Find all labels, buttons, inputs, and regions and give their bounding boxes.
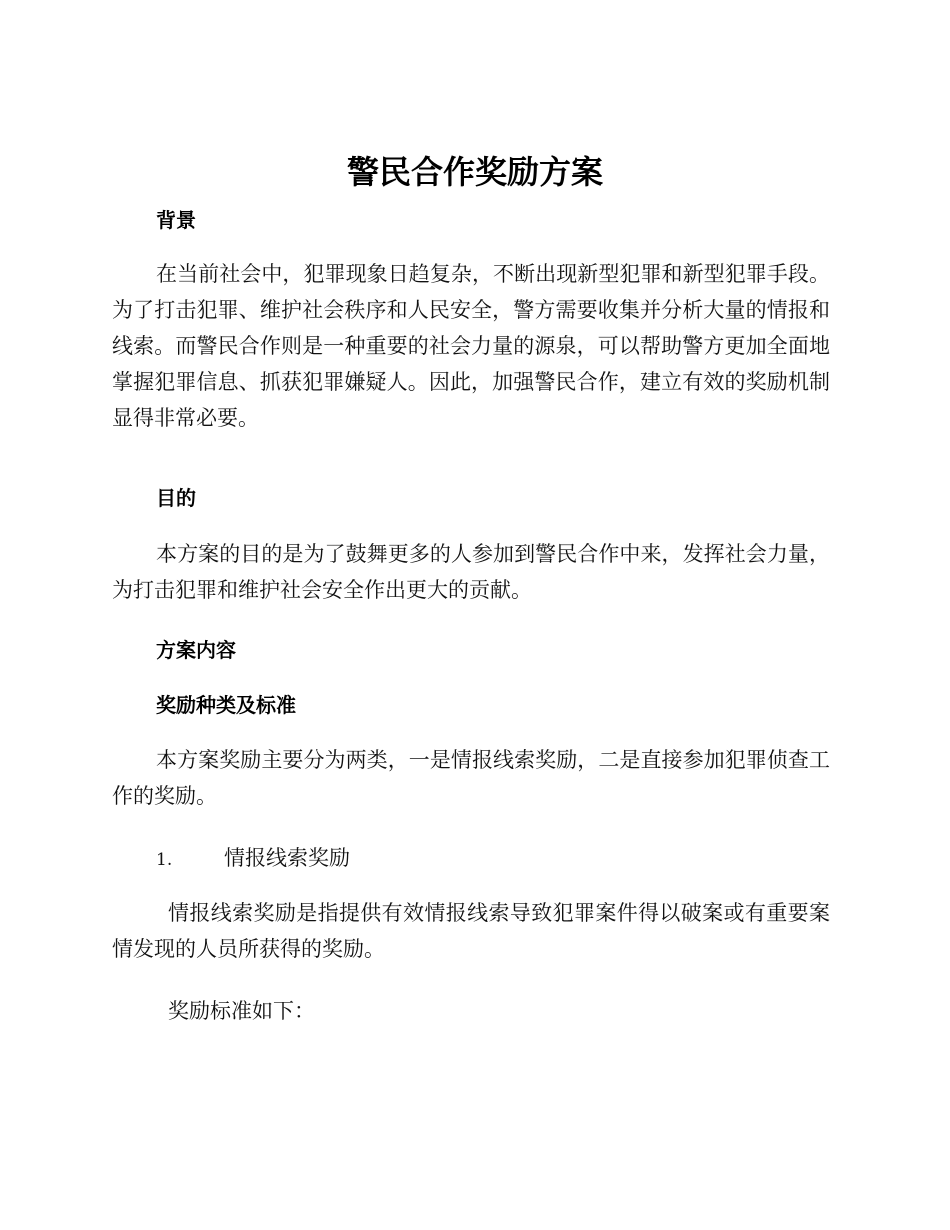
- heading-reward-types: 奖励种类及标准: [156, 693, 296, 717]
- list-item-intel-reward: [156, 842, 350, 874]
- heading-plan-content: 方案内容: [156, 638, 236, 662]
- paragraph-background: 在当前社会中，犯罪现象日趋复杂，不断出现新型犯罪和新型犯罪手段。为了打击犯罪、维护社会秩序和人民安全，警方需要收集并分析大量的情报和线索。而警民合作则是一种重要的社会力量的源泉，可以帮助警方更加全面地掌握犯罪信息、抓获犯罪嫌疑人。因此，加强警民合作，建立有效的奖励机制显得非常必要。: [112, 262, 830, 430]
- heading-purpose: 目的: [156, 486, 196, 510]
- paragraph-reward-standard: 奖励标准如下：: [168, 999, 315, 1023]
- paragraph-purpose: 本方案的目的是为了鼓舞更多的人参加到警民合作中来，发挥社会力量，为打击犯罪和维护社会安全作出更大的贡献。: [112, 542, 830, 602]
- document-title: 警民合作奖励方案: [346, 153, 603, 191]
- paragraph-reward-types: 本方案奖励主要分为两类，一是情报线索奖励，二是直接参加犯罪侦查工作的奖励。: [112, 748, 830, 808]
- list-item-label: 情报线索奖励: [224, 846, 350, 870]
- heading-background: 背景: [156, 208, 196, 232]
- list-item-number: 1.: [156, 850, 173, 870]
- paragraph-intel-reward: 情报线索奖励是指提供有效情报线索导致犯罪案件得以破案或有重要案情发现的人员所获得的奖励。: [112, 901, 830, 961]
